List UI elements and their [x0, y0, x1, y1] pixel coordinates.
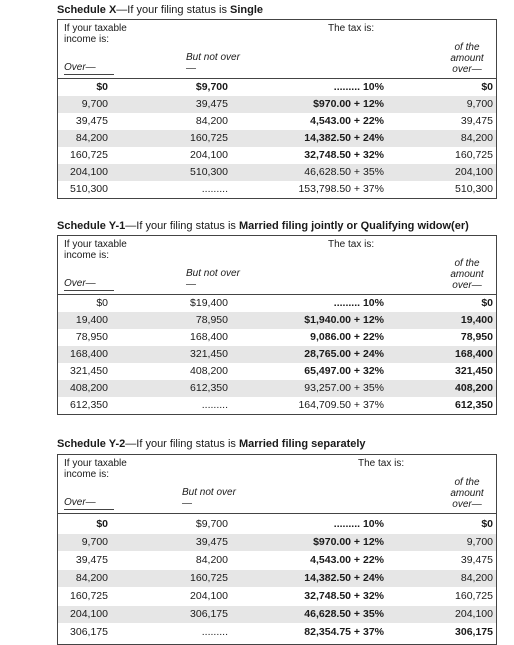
cell-tax: ......... 10%	[333, 81, 384, 93]
cell-tax: $970.00 + 12%	[313, 536, 384, 548]
table-body	[58, 514, 496, 644]
table-row	[58, 164, 496, 181]
cell-amount-over: 204,100	[455, 166, 493, 178]
cell-but-not-over: 39,475	[195, 98, 228, 110]
cell-but-not-over: 321,450	[190, 348, 228, 360]
header-over: Over—	[64, 278, 114, 291]
cell-amount-over: 612,350	[455, 399, 493, 411]
cell-amount-over: 84,200	[460, 572, 493, 584]
cell-over: 204,100	[70, 608, 108, 620]
cell-amount-over: 78,950	[460, 331, 493, 343]
cell-over: 168,400	[70, 348, 108, 360]
cell-but-not-over: 510,300	[190, 166, 228, 178]
cell-tax: 28,765.00 + 24%	[304, 348, 384, 360]
cell-but-not-over: 168,400	[190, 331, 228, 343]
header-of-the-amount: of the amount over—	[450, 258, 484, 291]
cell-over: 321,450	[70, 365, 108, 377]
table-body	[58, 79, 496, 198]
cell-amount-over: 306,175	[455, 626, 493, 638]
table-header	[58, 236, 496, 295]
cell-over: 306,175	[70, 626, 108, 638]
cell-but-not-over: 204,100	[190, 590, 228, 602]
cell-tax: $1,940.00 + 12%	[304, 314, 384, 326]
cell-tax: 32,748.50 + 32%	[304, 149, 384, 161]
cell-tax: ......... 10%	[333, 297, 384, 309]
table-row	[58, 570, 496, 587]
cell-but-not-over: .........	[201, 399, 228, 411]
filing-status: Single	[230, 4, 264, 16]
cell-amount-over: 321,450	[455, 365, 493, 377]
table-row	[58, 588, 496, 605]
cell-tax: 164,709.50 + 37%	[298, 399, 384, 411]
cell-tax: 46,628.50 + 35%	[304, 608, 384, 620]
schedule-title	[57, 438, 366, 450]
cell-amount-over: 19,400	[460, 314, 493, 326]
cell-tax: 9,086.00 + 22%	[310, 331, 384, 343]
cell-amount-over: $0	[481, 518, 493, 530]
cell-tax: 4,543.00 + 22%	[310, 554, 384, 566]
schedule-name: Schedule X	[57, 4, 117, 16]
cell-tax: 32,748.50 + 32%	[304, 590, 384, 602]
cell-over: 39,475	[75, 554, 108, 566]
cell-but-not-over: 39,475	[195, 536, 228, 548]
header-but-not-over: But not over—	[186, 52, 240, 74]
table-header	[58, 455, 496, 514]
cell-over: 510,300	[70, 183, 108, 195]
cell-over: 19,400	[75, 314, 108, 326]
cell-over: 84,200	[75, 132, 108, 144]
cell-amount-over: 160,725	[455, 590, 493, 602]
cell-amount-over: 84,200	[460, 132, 493, 144]
cell-over: 84,200	[75, 572, 108, 584]
schedule-title	[57, 220, 469, 232]
cell-over: 160,725	[70, 590, 108, 602]
cell-amount-over: 204,100	[455, 608, 493, 620]
header-tax-is: The tax is:	[358, 458, 405, 469]
cell-but-not-over: 160,725	[190, 132, 228, 144]
cell-tax: 14,382.50 + 24%	[304, 572, 384, 584]
cell-over: 39,475	[75, 115, 108, 127]
cell-but-not-over: .........	[201, 183, 228, 195]
cell-tax: 4,543.00 + 22%	[310, 115, 384, 127]
table-row	[58, 329, 496, 346]
table-row	[58, 295, 496, 312]
cell-amount-over: 408,200	[455, 382, 493, 394]
table-row	[58, 552, 496, 569]
cell-amount-over: 9,700	[466, 98, 493, 110]
header-over: Over—	[64, 497, 114, 510]
cell-but-not-over: $9,700	[195, 518, 228, 530]
cell-amount-over: 9,700	[466, 536, 493, 548]
header-but-not-over: But not over—	[186, 268, 240, 290]
cell-tax: 46,628.50 + 35%	[304, 166, 384, 178]
cell-but-not-over: .........	[201, 626, 228, 638]
cell-over: 160,725	[70, 149, 108, 161]
tax-table	[57, 454, 497, 645]
header-of-the-amount: of the amount over—	[450, 42, 484, 75]
cell-amount-over: 510,300	[455, 183, 493, 195]
cell-amount-over: 168,400	[455, 348, 493, 360]
table-header	[58, 20, 496, 79]
cell-over: 9,700	[81, 98, 108, 110]
table-row	[58, 397, 496, 414]
header-income: If your taxable income is:	[64, 239, 127, 261]
header-but-not-over: But not over—	[182, 487, 236, 509]
filing-status: Married filing separately	[239, 438, 366, 450]
tax-table	[57, 19, 497, 199]
cell-amount-over: 39,475	[460, 115, 493, 127]
cell-but-not-over: 204,100	[190, 149, 228, 161]
cell-tax: 93,257.00 + 35%	[304, 382, 384, 394]
header-tax-is: The tax is:	[328, 23, 375, 34]
cell-but-not-over: 408,200	[190, 365, 228, 377]
header-over: Over—	[64, 62, 114, 75]
cell-amount-over: 39,475	[460, 554, 493, 566]
cell-tax: $970.00 + 12%	[313, 98, 384, 110]
cell-but-not-over: 84,200	[195, 115, 228, 127]
schedule-name: Schedule Y-2	[57, 438, 126, 450]
header-of-the-amount: of the amount over—	[450, 477, 484, 510]
cell-over: $0	[96, 297, 108, 309]
filing-status: Married filing jointly or Qualifying widow(er)	[239, 220, 469, 232]
cell-tax: 153,798.50 + 37%	[298, 183, 384, 195]
table-row	[58, 363, 496, 380]
table-row	[58, 312, 496, 329]
cell-over: 408,200	[70, 382, 108, 394]
cell-but-not-over: 78,950	[195, 314, 228, 326]
table-row	[58, 534, 496, 551]
table-row	[58, 96, 496, 113]
cell-over: $0	[96, 81, 108, 93]
cell-but-not-over: $9,700	[195, 81, 228, 93]
schedule-title	[57, 4, 263, 16]
tax-table	[57, 235, 497, 415]
table-row	[58, 624, 496, 641]
schedule-name: Schedule Y-1	[57, 220, 126, 232]
header-income: If your taxable income is:	[64, 23, 127, 45]
cell-but-not-over: 84,200	[195, 554, 228, 566]
cell-tax: 14,382.50 + 24%	[304, 132, 384, 144]
table-row	[58, 147, 496, 164]
cell-tax: ......... 10%	[333, 518, 384, 530]
table-row	[58, 516, 496, 533]
header-income: If your taxable income is:	[64, 458, 127, 480]
table-row	[58, 346, 496, 363]
cell-over: 78,950	[75, 331, 108, 343]
cell-but-not-over: $19,400	[190, 297, 228, 309]
table-row	[58, 113, 496, 130]
cell-amount-over: $0	[481, 81, 493, 93]
cell-over: 204,100	[70, 166, 108, 178]
table-row	[58, 606, 496, 623]
cell-over: 9,700	[81, 536, 108, 548]
schedule-title-text: —If your filing status is	[125, 438, 239, 450]
cell-but-not-over: 612,350	[190, 382, 228, 394]
cell-tax: 82,354.75 + 37%	[304, 626, 384, 638]
cell-but-not-over: 160,725	[190, 572, 228, 584]
cell-tax: 65,497.00 + 32%	[304, 365, 384, 377]
cell-over: $0	[96, 518, 108, 530]
table-body	[58, 295, 496, 414]
table-row	[58, 130, 496, 147]
cell-but-not-over: 306,175	[190, 608, 228, 620]
table-row	[58, 380, 496, 397]
header-tax-is: The tax is:	[328, 239, 375, 250]
table-row	[58, 181, 496, 198]
cell-over: 612,350	[70, 399, 108, 411]
cell-amount-over: $0	[481, 297, 493, 309]
table-row	[58, 79, 496, 96]
schedule-title-text: —If your filing status is	[116, 4, 231, 16]
schedule-title-text: —If your filing status is	[125, 220, 239, 232]
cell-amount-over: 160,725	[455, 149, 493, 161]
